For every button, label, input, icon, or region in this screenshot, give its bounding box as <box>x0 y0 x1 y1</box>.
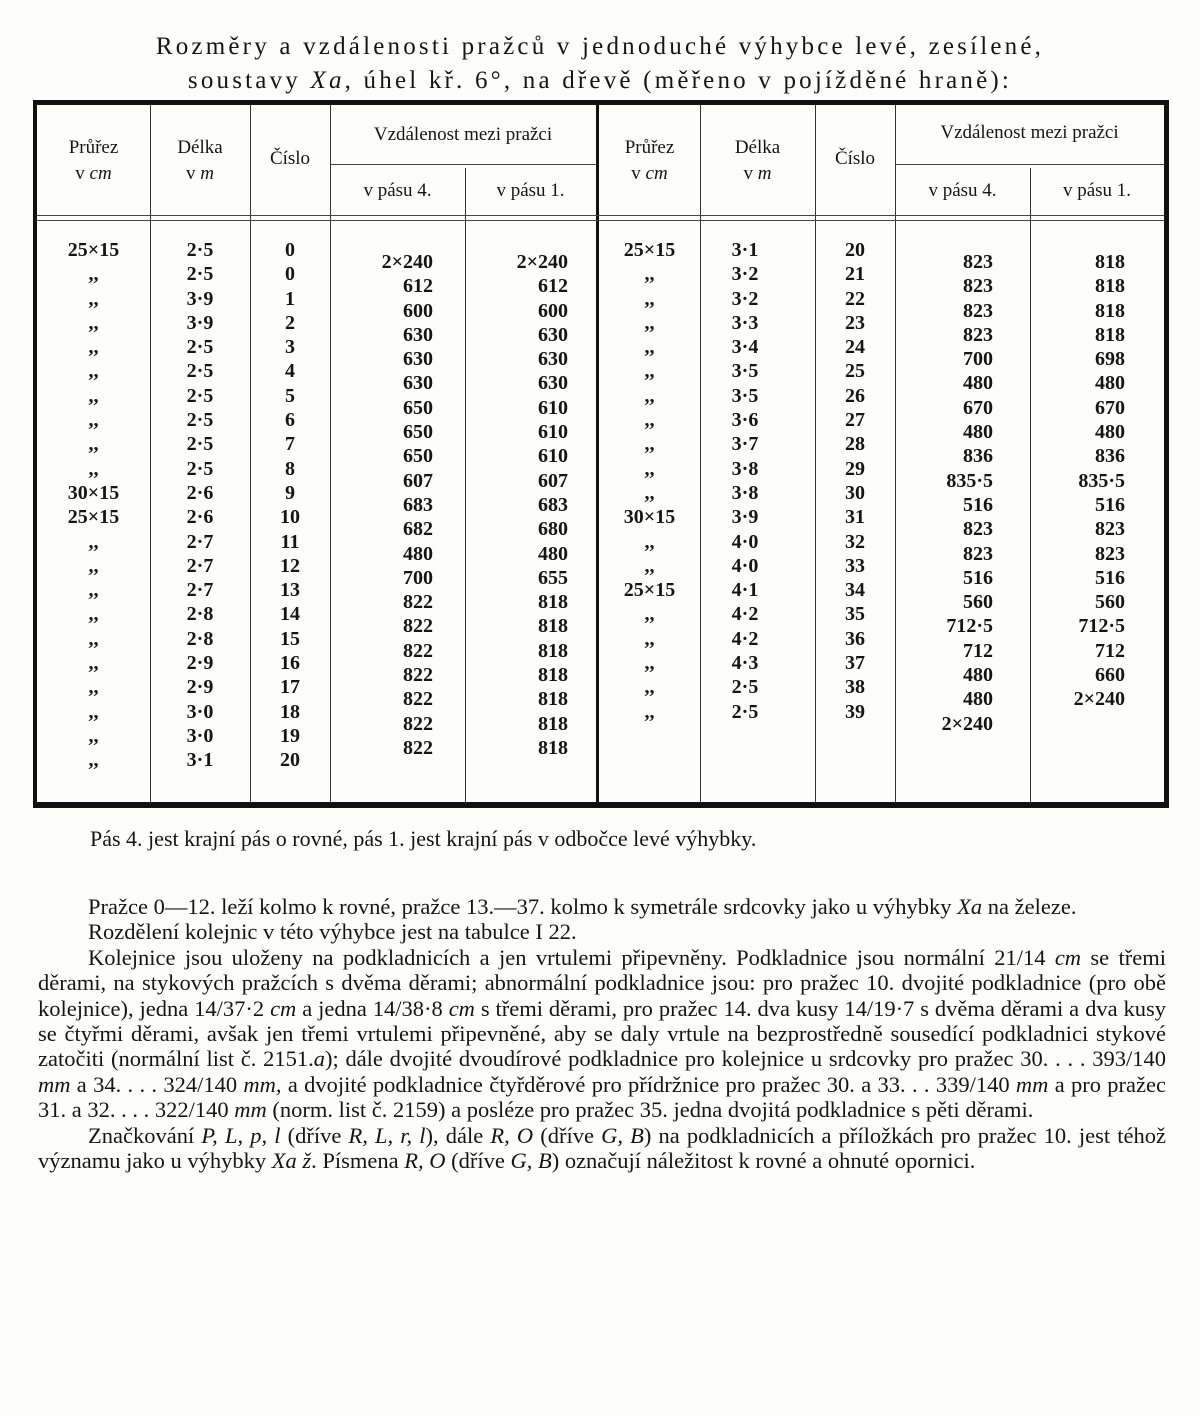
table-cell: ,, <box>88 287 99 310</box>
table-cell: 3·2 <box>731 287 759 310</box>
table-cell: 822 <box>403 615 433 638</box>
table-cell: 630 <box>538 348 568 371</box>
table-cell: 4·2 <box>731 603 759 626</box>
table-cell: 836 <box>963 445 993 468</box>
table-cell: 4 <box>285 360 295 383</box>
table-cell: 21 <box>845 263 865 286</box>
table-cell: 823 <box>1095 518 1125 541</box>
table-cell: 683 <box>538 493 568 516</box>
table-cell: ,, <box>644 263 655 286</box>
table-cell: 480 <box>538 542 568 565</box>
table-cell: 630 <box>538 323 568 346</box>
table-cell: 822 <box>403 736 433 759</box>
table-cell: ,, <box>644 481 655 504</box>
table-cell: 2·5 <box>186 433 214 456</box>
table-cell: 823 <box>963 251 993 273</box>
table-cell: 3·7 <box>731 433 759 456</box>
header-cislo: Číslo <box>834 148 876 169</box>
table-cell: 480 <box>963 688 993 711</box>
table-cell: 2·5 <box>186 239 214 261</box>
table-cell: 16 <box>280 652 300 675</box>
table-cell: ,, <box>644 652 655 675</box>
table-cell: ,, <box>644 360 655 383</box>
table-cell: 2·5 <box>186 360 214 383</box>
table-cell: 2 <box>285 311 295 334</box>
table-cell: 823 <box>963 299 993 322</box>
table-cell: 480 <box>963 421 993 444</box>
table-cell: 2·8 <box>186 627 214 650</box>
column-prurez-right <box>599 238 700 724</box>
table-cell: 8 <box>285 457 295 480</box>
table-cell: 3·3 <box>731 311 759 334</box>
table-cell: 516 <box>1095 493 1125 516</box>
table-cell: 822 <box>403 639 433 662</box>
table-cell: ,, <box>88 457 99 480</box>
column-pas1-left <box>465 250 568 760</box>
table-cell: 2·7 <box>186 579 214 602</box>
table-cell: 4·1 <box>731 579 759 602</box>
table-cell: 9 <box>285 481 295 504</box>
table-cell: 0 <box>285 239 295 261</box>
table-cell: 823 <box>963 323 993 346</box>
table-cell: ,, <box>644 700 655 723</box>
table-cell: 33 <box>845 554 865 577</box>
table-cell: 3·6 <box>731 409 759 432</box>
header-vzdalenost: Vzdálenost mezi pražci <box>940 122 1119 143</box>
title-text: soustavy <box>187 67 311 94</box>
table-cell: 39 <box>845 700 865 723</box>
header-pas1: v pásu 1. <box>496 180 565 201</box>
table-cell: 560 <box>1095 591 1125 614</box>
table-cell: ,, <box>88 409 99 432</box>
table-cell: 670 <box>1095 396 1125 419</box>
table-cell: 13 <box>280 579 300 602</box>
table-cell: 610 <box>538 421 568 444</box>
table-cell: 20 <box>280 749 300 772</box>
table-cell: 516 <box>963 493 993 516</box>
table-cell: 835·5 <box>1078 469 1125 492</box>
header-cislo: Číslo <box>269 148 311 169</box>
table-cell: 818 <box>538 591 568 614</box>
column-prurez-left <box>37 238 150 773</box>
header-prurez: Průřez v cm <box>68 137 119 184</box>
table-cell: 3·9 <box>186 287 214 310</box>
table-cell: 37 <box>845 652 865 675</box>
table-cell: 30×15 <box>67 481 120 504</box>
table-cell: 2·7 <box>186 530 214 553</box>
table-cell: 35 <box>845 603 865 626</box>
table-cell: 480 <box>963 664 993 687</box>
table-bottom-rule <box>33 802 1169 808</box>
table-cell: ,, <box>644 311 655 334</box>
table-cell: 712 <box>1095 639 1125 662</box>
paragraph-sleeper-orientation: Pražce 0—12. leží kolmo k rovné, pražce 13.—37. kolmo k symetrále srdcovky jako u výhybky Xa na železe. <box>88 894 1077 919</box>
header-double-rule <box>37 215 1164 216</box>
table-cell: 12 <box>280 554 300 577</box>
table-cell: ,, <box>88 530 99 553</box>
table-cell: ,, <box>88 724 99 747</box>
table-cell: 836 <box>1095 445 1125 468</box>
table-cell: 25×15 <box>67 506 120 529</box>
table-title-line-1: Rozměry a vzdálenosti pražců v jednoduché výhybce levé, zesílené, <box>155 33 1045 60</box>
table-cell: 630 <box>403 348 433 371</box>
table-cell: 2·6 <box>186 506 214 529</box>
table-cell: 630 <box>403 372 433 395</box>
table-cell: ,, <box>644 676 655 699</box>
table-cell: 682 <box>403 518 433 541</box>
table-cell: 516 <box>1095 566 1125 589</box>
table-cell: 823 <box>963 275 993 298</box>
table-cell: ,, <box>88 603 99 626</box>
table-cell: 818 <box>538 639 568 662</box>
table-cell: 17 <box>280 676 300 699</box>
table-cell: 600 <box>538 299 568 322</box>
table-cell: 610 <box>538 396 568 419</box>
table-cell: 818 <box>538 664 568 687</box>
table-cell: 4·0 <box>731 554 759 577</box>
table-cell: 5 <box>285 384 295 407</box>
table-cell: 698 <box>1095 348 1125 371</box>
table-cell: 822 <box>403 664 433 687</box>
table-cell: 650 <box>403 421 433 444</box>
body-text <box>38 894 1166 1173</box>
table-cell: 480 <box>1095 372 1125 395</box>
table-cell: 14 <box>280 603 300 626</box>
table-cell: 25×15 <box>67 239 120 261</box>
table-cell: 34 <box>845 579 865 602</box>
title-text: , úhel kř. 6°, na dřevě (měřeno v pojížděné hraně): <box>344 67 1013 94</box>
table-cell: ,, <box>644 433 655 456</box>
table-cell: 1 <box>285 287 295 310</box>
table-cell: ,, <box>88 311 99 334</box>
table-cell: 2·5 <box>186 457 214 480</box>
table-cell: ,, <box>88 263 99 286</box>
table-cell: 38 <box>845 676 865 699</box>
table-cell: 29 <box>845 457 865 480</box>
table-cell: 818 <box>1095 299 1125 322</box>
table-cell: 607 <box>403 469 433 492</box>
table-cell: 3·0 <box>186 724 214 747</box>
table-cell: 36 <box>845 627 865 650</box>
table-cell: ,, <box>644 384 655 407</box>
table-cell: 822 <box>403 688 433 711</box>
table-cell: ,, <box>644 554 655 577</box>
table-cell: ,, <box>644 336 655 359</box>
table-cell: 818 <box>1095 323 1125 346</box>
column-cislo-left <box>250 238 330 773</box>
table-cell: 2·5 <box>186 409 214 432</box>
header-pas1: v pásu 1. <box>1062 180 1132 201</box>
sleeper-table <box>33 100 1169 808</box>
table-cell: 2×240 <box>1073 688 1125 711</box>
table-cell: ,, <box>88 652 99 675</box>
table-cell: ,, <box>644 457 655 480</box>
table-cell: 31 <box>845 506 865 529</box>
paragraph-rail-distribution: Rozdělení kolejnic v této výhybce jest na tabulce I 22. <box>88 919 577 945</box>
table-cell: 22 <box>845 287 865 310</box>
table-cell: 560 <box>963 591 993 614</box>
table-cell: 28 <box>845 433 865 456</box>
table-cell: 3·2 <box>731 263 759 286</box>
table-cell: 516 <box>963 566 993 589</box>
table-cell: 3·8 <box>731 457 759 480</box>
table-cell: 2·5 <box>186 384 214 407</box>
table-cell: 818 <box>538 688 568 711</box>
table-cell: 2·5 <box>731 700 759 723</box>
table-cell: 24 <box>845 336 865 359</box>
table-cell: 2×240 <box>941 712 993 735</box>
table-cell: 700 <box>403 566 433 589</box>
table-cell: 20 <box>845 239 865 261</box>
title-system-name: Xa <box>310 67 345 94</box>
table-cell: 3·1 <box>186 749 214 772</box>
table-cell: 2·8 <box>186 603 214 626</box>
table-cell: 4·3 <box>731 652 759 675</box>
table-cell: 30 <box>845 481 865 504</box>
table-cell: 18 <box>280 700 300 723</box>
table-top-rule <box>33 100 1169 105</box>
table-cell: 630 <box>403 323 433 346</box>
table-cell: 818 <box>538 615 568 638</box>
header-pas4: v pásu 4. <box>928 180 997 201</box>
table-cell: 30×15 <box>623 506 676 529</box>
header-subrule <box>895 164 1164 165</box>
table-cell: 655 <box>538 566 568 589</box>
table-cell: 32 <box>845 530 865 553</box>
table-cell: ,, <box>644 287 655 310</box>
table-cell: 670 <box>963 396 993 419</box>
table-cell: 3·4 <box>731 336 759 359</box>
table-footnote: Pás 4. jest krajní pás o rovné, pás 1. jest krajní pás v odbočce levé výhybky. <box>90 826 757 851</box>
table-cell: 480 <box>403 542 433 565</box>
table-cell: 600 <box>403 299 433 322</box>
table-cell: 612 <box>403 275 433 298</box>
table-cell: 4·0 <box>731 530 759 553</box>
table-cell: 823 <box>963 518 993 541</box>
table-cell: 480 <box>1095 421 1125 444</box>
table-cell: 712·5 <box>1078 615 1125 638</box>
column-delka-right <box>700 238 790 724</box>
table-cell: 818 <box>1095 251 1125 273</box>
table-cell: 25×15 <box>623 239 676 261</box>
table-cell: 15 <box>280 627 300 650</box>
table-cell: 3·5 <box>731 384 759 407</box>
table-cell: 4·2 <box>731 627 759 650</box>
table-title-line-2 <box>0 64 1200 98</box>
header-double-rule <box>37 220 1164 221</box>
table-cell: 835·5 <box>946 469 993 492</box>
table-cell: 660 <box>1095 664 1125 687</box>
table-cell: 25×15 <box>623 579 676 602</box>
table-cell: 818 <box>538 712 568 735</box>
table-cell: ,, <box>88 336 99 359</box>
table-cell: ,, <box>88 627 99 650</box>
table-cell: 712 <box>963 639 993 662</box>
table-cell: 6 <box>285 409 295 432</box>
paragraph-baseplates: Kolejnice jsou uloženy na podkladnicích a jen vrtulemi připevněny. Podkladnice jsou normální 21/14 cm se třemi děrami, na stykových pražcích s dvěma děrami; abnormální podkladnice jsou: pro pražec 10. dvojité podkladnice (pro obě kolejnice), jedna 14/37·2 cm a jedna 14/38·8 cm s třemi děrami, pro pražec 14. dva kusy 14/19·7 s dvěma děrami a dva kusy se čtyřmi děrami, avšak jen třemi vrtulemi připevněné, aby se daly vrtule na bezprostředně sousedící podkladnici stykové zatočiti (normální list č. 2151.a); dále dvojité dvoudírové podkladnice pro kolejnice u srdcovky pro pražec 30. . . . 393/140 mm a 34. . . . 324/140 mm, a dvojité podkladnice čtyřděrové pro přídržnice pro pražec 30. a 33. . . 339/140 mm a pro pražec 31. a 32. . . . 322/140 mm (norm. list č. 2159) a posléze pro pražec 35. jedna dvojitá podkladnice s pěti děrami. <box>38 944 1167 1123</box>
header-subrule <box>330 164 596 165</box>
header-prurez: Průřez v cm <box>624 137 675 184</box>
table-cell: 818 <box>1095 275 1125 298</box>
table-cell: ,, <box>88 676 99 699</box>
column-cislo-right <box>815 238 895 724</box>
table-cell: 27 <box>845 409 865 432</box>
header-pas4: v pásu 4. <box>363 180 432 201</box>
table-cell: ,, <box>88 749 99 772</box>
table-cell: 822 <box>403 712 433 735</box>
header-delka: Délka v m <box>177 137 223 184</box>
table-cell: 2·5 <box>186 263 214 286</box>
table-cell: 683 <box>403 493 433 516</box>
table-cell: 612 <box>538 275 568 298</box>
table-cell: 2·9 <box>186 676 214 699</box>
table-cell: 822 <box>403 591 433 614</box>
table-cell: ,, <box>644 530 655 553</box>
table-cell: 2·6 <box>186 481 214 504</box>
table-cell: 650 <box>403 445 433 468</box>
header-delka: Délka v m <box>734 137 781 184</box>
table-cell: 818 <box>538 736 568 759</box>
table-cell: 2×240 <box>381 251 433 273</box>
table-cell: ,, <box>88 700 99 723</box>
table-cell: 3·8 <box>731 481 759 504</box>
table-cell: 607 <box>538 469 568 492</box>
table-cell: 630 <box>538 372 568 395</box>
table-cell: 3·9 <box>731 506 759 529</box>
table-cell: 712·5 <box>946 615 993 638</box>
table-cell: 700 <box>963 348 993 371</box>
table-cell: 2·9 <box>186 652 214 675</box>
column-pas1-right <box>1030 250 1125 712</box>
column-pas4-left <box>330 250 433 760</box>
column-pas4-right <box>895 250 993 736</box>
table-cell: 823 <box>963 542 993 565</box>
table-cell: ,, <box>88 360 99 383</box>
table-cell: 610 <box>538 445 568 468</box>
table-cell: ,, <box>644 409 655 432</box>
table-cell: ,, <box>88 579 99 602</box>
table-cell: 823 <box>1095 542 1125 565</box>
table-cell: 680 <box>538 518 568 541</box>
table-cell: 3·0 <box>186 700 214 723</box>
table-cell: 2·7 <box>186 554 214 577</box>
table-cell: 23 <box>845 311 865 334</box>
table-cell: 2×240 <box>516 251 568 273</box>
table-cell: 3 <box>285 336 295 359</box>
header-vzdalenost: Vzdálenost mezi pražci <box>373 124 553 145</box>
table-cell: ,, <box>644 627 655 650</box>
table-cell: 3·1 <box>731 239 759 261</box>
table-cell: 11 <box>280 530 300 553</box>
table-cell: 480 <box>963 372 993 395</box>
table-cell: 10 <box>280 506 300 529</box>
table-cell: 0 <box>285 263 295 286</box>
table-right-border <box>1164 100 1169 808</box>
table-cell: ,, <box>88 554 99 577</box>
table-cell: ,, <box>88 433 99 456</box>
table-cell: 7 <box>285 433 295 456</box>
table-cell: 3·5 <box>731 360 759 383</box>
table-cell: 26 <box>845 384 865 407</box>
table-cell: 3·9 <box>186 311 214 334</box>
table-cell: 2·5 <box>731 676 759 699</box>
table-cell: ,, <box>644 603 655 626</box>
table-cell: 19 <box>280 724 300 747</box>
table-cell: 25 <box>845 360 865 383</box>
table-cell: ,, <box>88 384 99 407</box>
column-delka-left <box>150 238 250 773</box>
table-cell: 650 <box>403 396 433 419</box>
paragraph-marking: Značkování P, L, p, l (dříve R, L, r, l), dále R, O (dříve G, B) na podkladnicích a příložkách pro pražec 10. jest téhož významu jako u výhybky Xa ž. Písmena R, O (dříve G, B) označují náležitost k rovné a ohnuté opornici. <box>38 1122 1166 1174</box>
table-cell: 2·5 <box>186 336 214 359</box>
